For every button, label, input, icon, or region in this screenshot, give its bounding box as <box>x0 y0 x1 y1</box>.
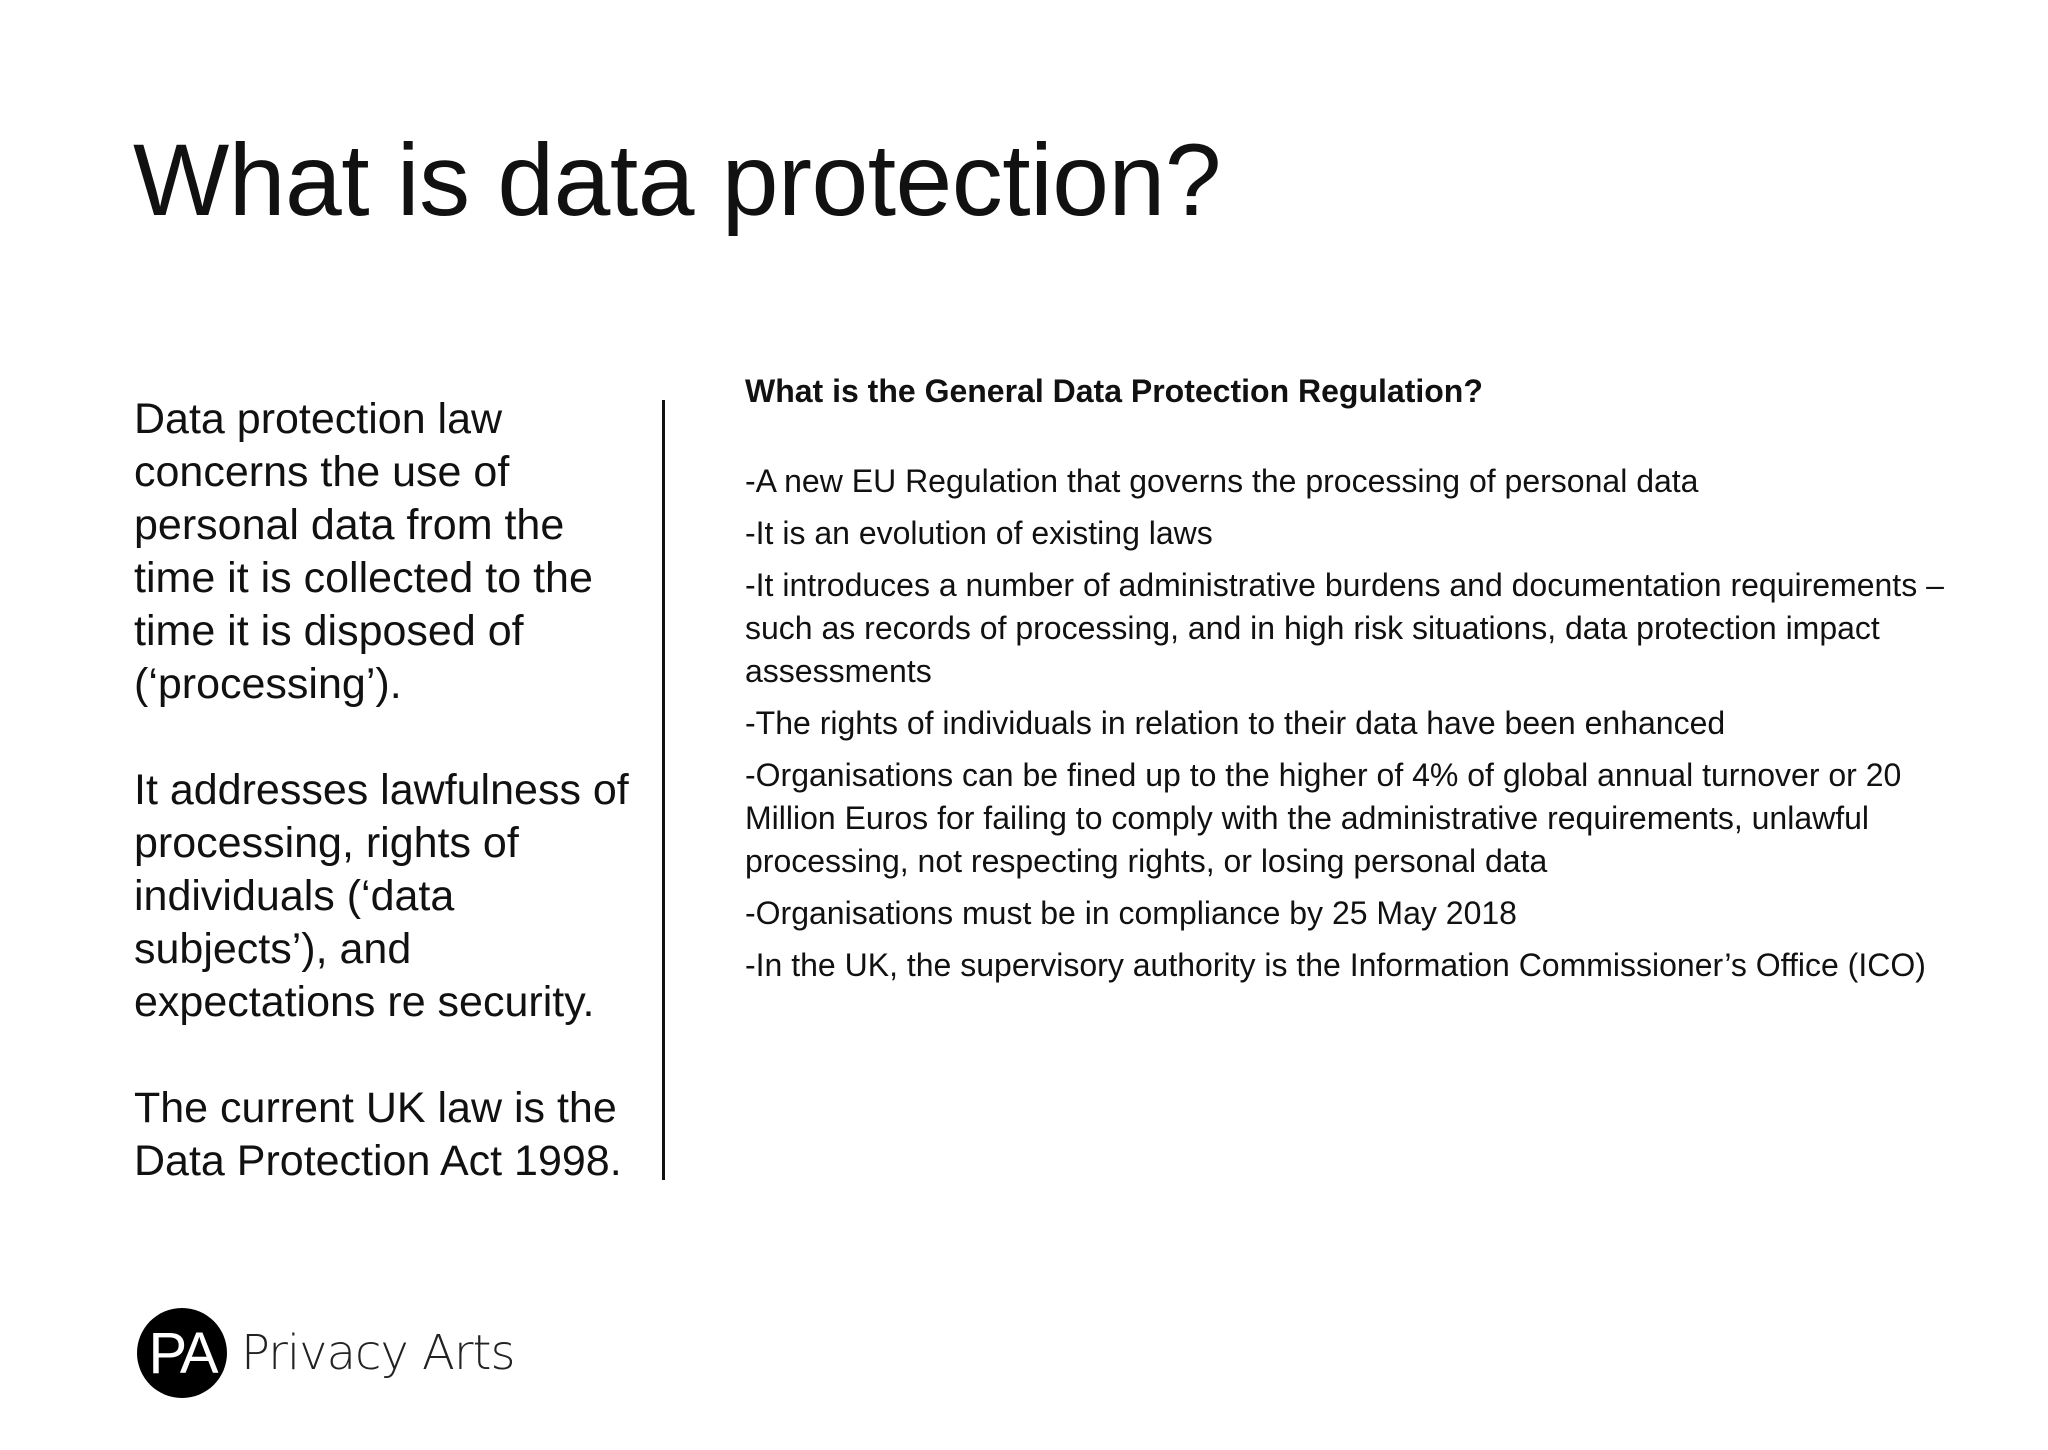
left-column <box>134 393 654 1188</box>
right-column <box>745 371 1985 996</box>
bullet-item: -The rights of individuals in relation to their data have been enhanced <box>745 705 1726 741</box>
bullet-item: -Organisations must be in compliance by 25 May 2018 <box>745 895 1517 931</box>
gdpr-heading: What is the General Data Protection Regulation? <box>745 373 1483 409</box>
gdpr-bullet-list <box>745 460 1985 987</box>
bullet-item: -Organisations can be fined up to the higher of 4% of global annual turnover or 20 Million Euros for failing to comply with the administrative requirements, unlawful processing, not respecting rights, or losing personal data <box>745 757 1902 879</box>
bullet-item: -In the UK, the supervisory authority is the Information Commissioner’s Office (ICO) <box>745 947 1926 983</box>
logo-monogram-icon <box>137 1308 227 1398</box>
scope-paragraph: It addresses lawfulness of processing, rights of individuals (‘data subjects’), and expectations re security. <box>134 766 629 1026</box>
column-divider <box>662 400 665 1180</box>
bullet-item: -It introduces a number of administrative burdens and documentation requirements – such as records of processing, and in high risk situations, data protection impact assessments <box>745 567 1944 689</box>
bullet-item: -It is an evolution of existing laws <box>745 515 1213 551</box>
bullet-item: -A new EU Regulation that governs the processing of personal data <box>745 463 1699 499</box>
definition-paragraph: Data protection law concerns the use of personal data from the time it is collected to the time it is disposed of (‘processing’). <box>134 395 593 708</box>
slide-title: What is data protection? <box>133 123 1221 237</box>
privacy-arts-logo <box>137 1308 514 1398</box>
logo-monogram: PA <box>148 1320 216 1386</box>
current-law-paragraph: The current UK law is the Data Protection Act 1998. <box>134 1084 622 1185</box>
logo-wordmark: Privacy Arts <box>241 1325 515 1381</box>
